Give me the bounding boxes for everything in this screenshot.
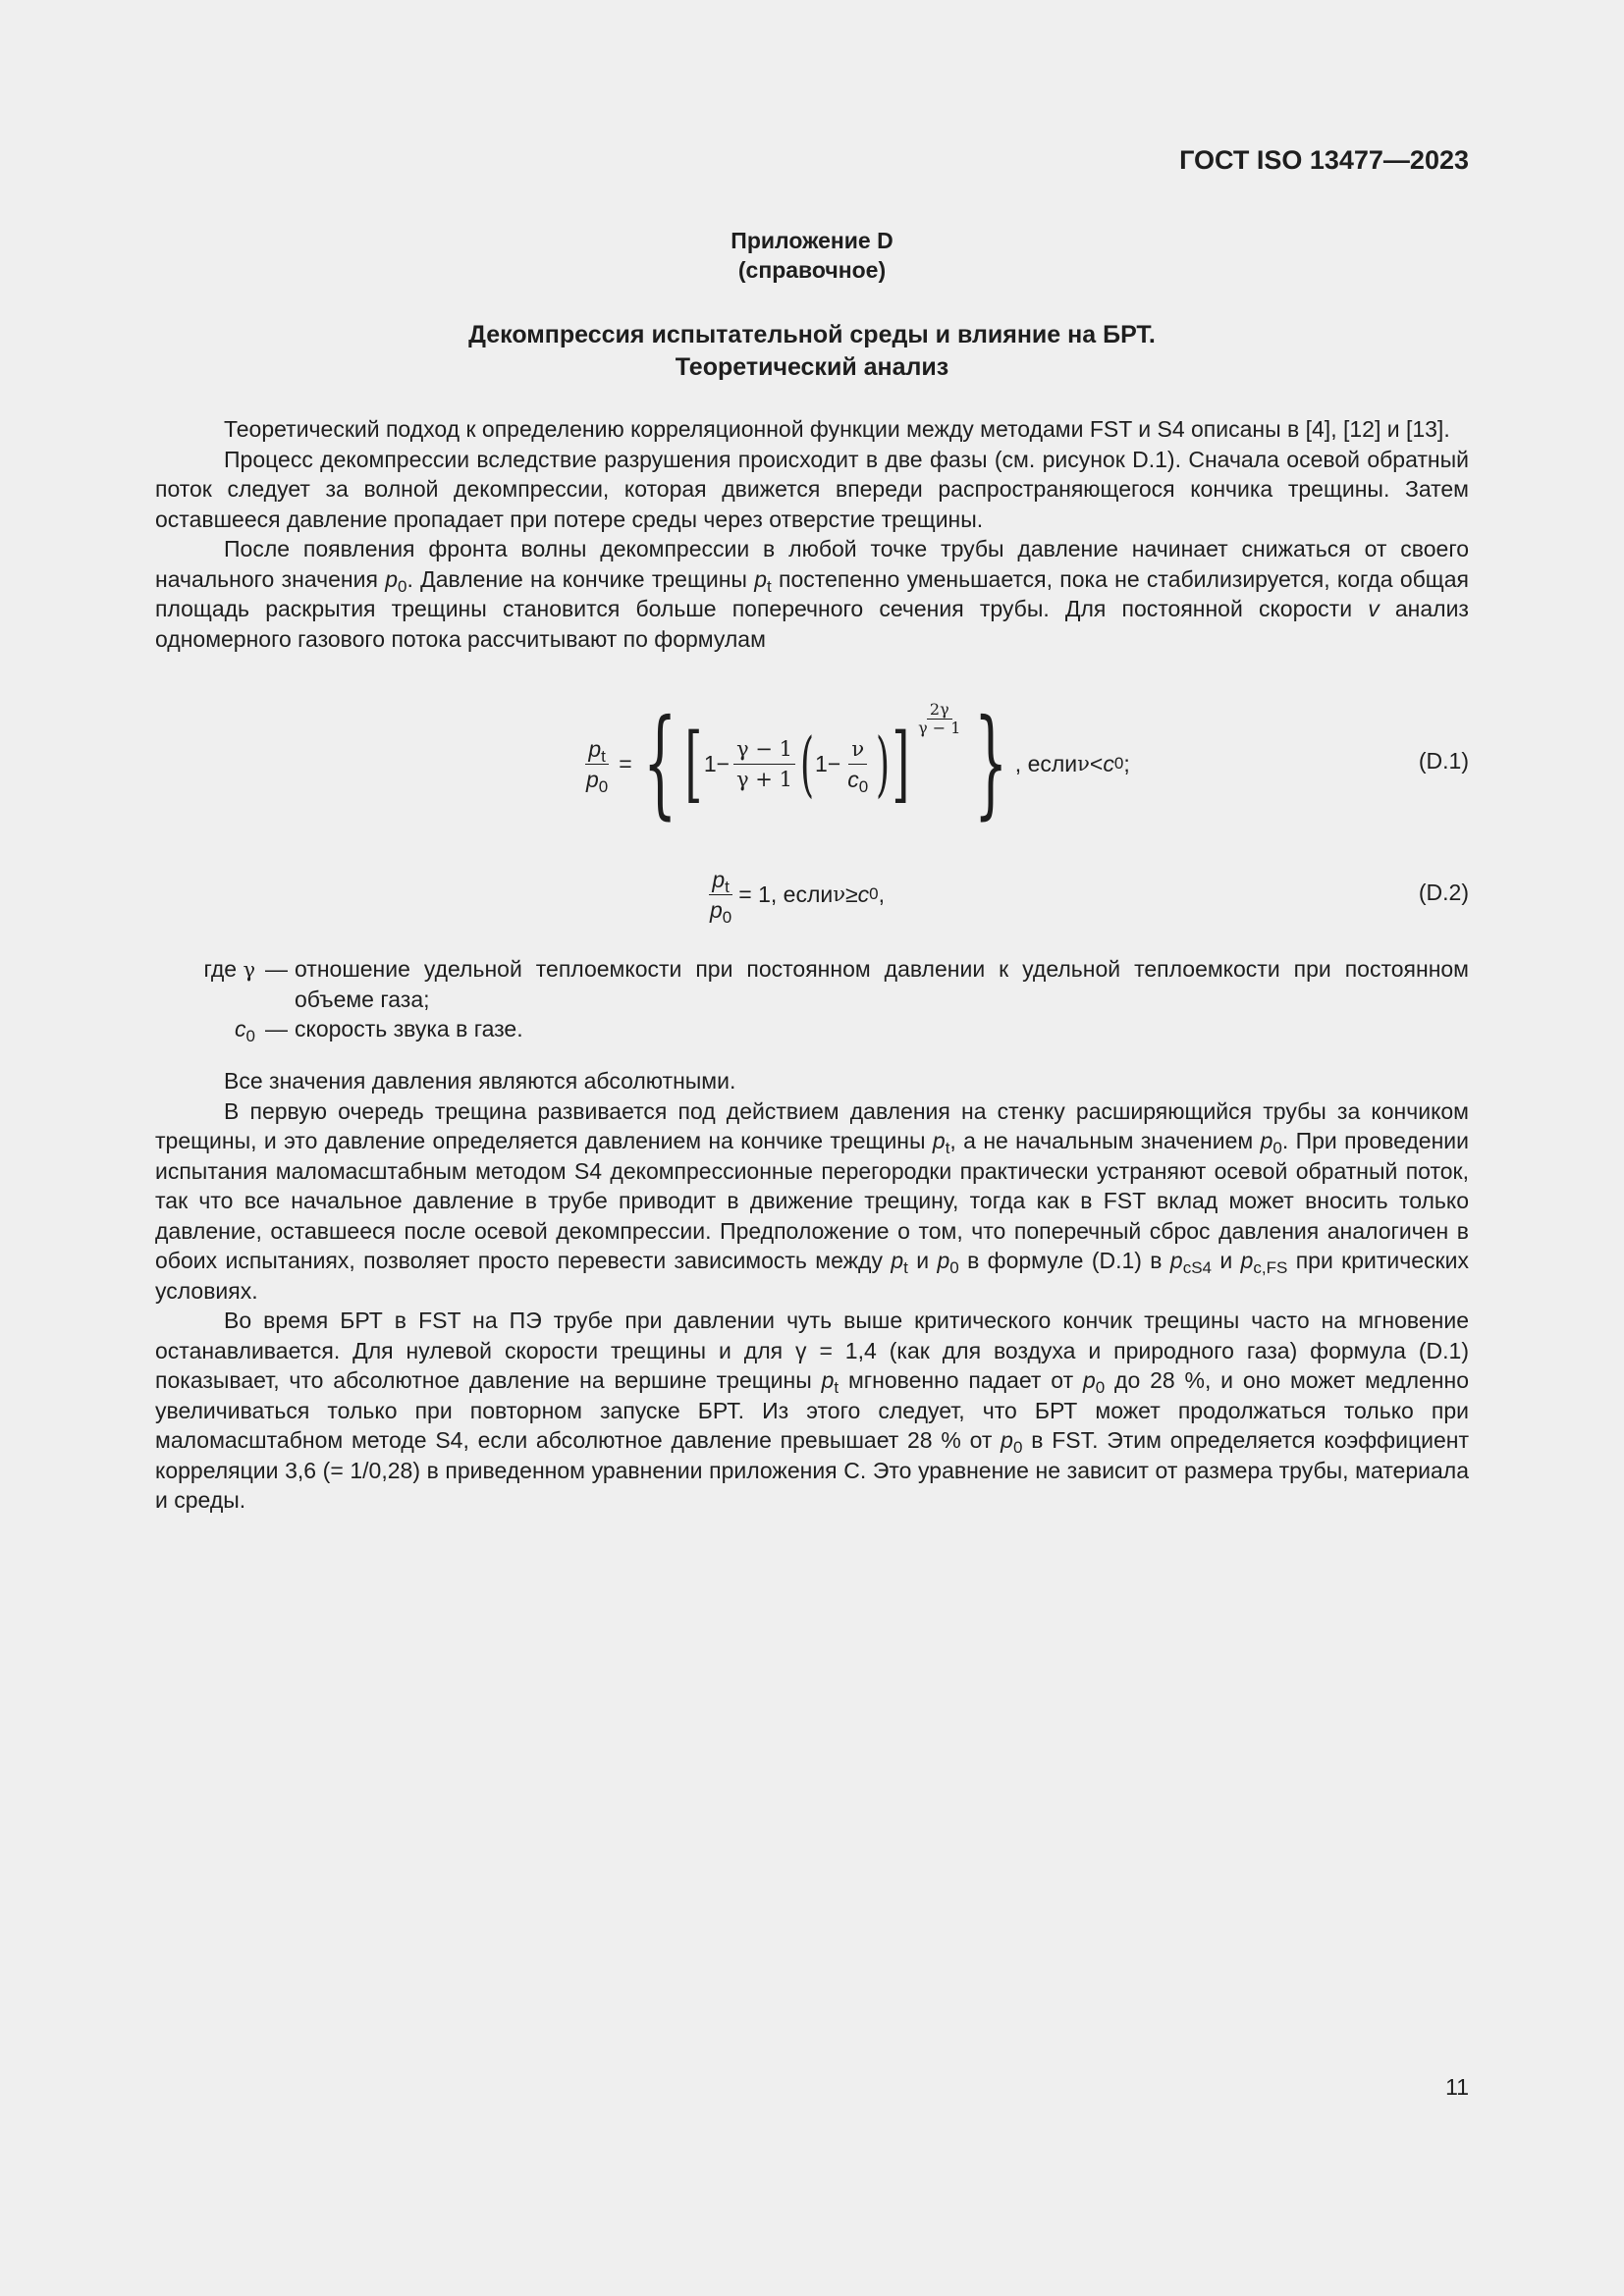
title-line-2: Теоретический анализ: [675, 353, 949, 381]
section-title: [0, 319, 1624, 384]
title-line-1: Декомпрессия испытательной среды и влияние на БРТ.: [468, 321, 1156, 348]
paragraph-4: Все значения давления являются абсолютными.: [224, 1068, 736, 1094]
symbol-definitions: [155, 954, 1469, 1044]
definition-c0: $c_0$ — скорость звука в газе.: [235, 1016, 523, 1045]
appendix-label: Приложение D: [731, 228, 893, 253]
appendix-kind: (справочное): [737, 257, 887, 283]
ratio-pt-p0-d2: $\frac{p_t}{p_0}$: [710, 866, 732, 927]
paragraph-2: Процесс декомпрессии вследствие разрушения происходит в две фазы (см. рисунок D.1). Сначала осевой обратный поток следует за волной декомпрессии, которая движется впереди распространяющегося кончика трещины. Затем оставшееся давление пропадает при потере среды через отверстие трещины.: [155, 446, 1469, 532]
ratio-pt-p0: $\frac{p_t}{p_0}$: [586, 735, 609, 796]
body-text-top: [155, 414, 1469, 654]
equation-number-d1: (D.1): [1418, 748, 1469, 774]
definition-gamma: где γ — отношение удельной теплоемкости при постоянном давлении к удельной теплоемкости при постоянном объеме газа;: [203, 956, 1469, 1012]
equation-number-d2: (D.2): [1418, 880, 1469, 905]
nu-c0-fraction: $\frac{\nu}{c_0}$: [844, 734, 871, 794]
appendix-heading: [0, 226, 1624, 285]
page-number: 11: [1445, 2074, 1469, 2100]
exponent: $\frac{2\gamma}{\gamma - 1}$: [918, 700, 961, 737]
paragraph-6: Во время БРТ в FST на ПЭ трубе при давлении чуть выше критического кончик трещины часто на мгновение останавливается. Для нулевой скорости трещины и для γ = 1,4 (как для воздуха и природного газа) формула (D.1) показывает, что абсолютное давление на вершине трещины $p_t$ мгновенно падает от $p_0$ до 28 %, и оно может медленно увеличиваться только при повторном запуске БРТ. Из этого следует, что БРТ может продолжаться только при маломасштабном методе S4, если абсолютное давление превышает 28 % от $p_0$ в FST. Этим определяется коэффициент корреляции 3,6 (= 1/0,28) в приведенном уравнении приложения C. Это уравнение не зависит от размера трубы, материала и среды.: [155, 1308, 1470, 1513]
paragraph-3: После появления фронта волны декомпрессии в любой точке трубы давление начинает снижаться от своего начального значения $p_0$. Давление на кончике трещины $p_t$ постепенно уменьшается, пока не стабилизируется, когда общая площадь раскрытия трещины становится больше поперечного сечения трубы. Для постоянной скорости v анализ одномерного газового потока рассчитывают по формулам: [155, 536, 1469, 652]
body-text-bottom: [155, 1066, 1469, 1516]
document-header: ГОСТ ISO 13477—2023: [1179, 145, 1469, 175]
equation-d1: $\frac{p_t}{p_0}$ = { [ 1 − $\frac{\gamma - 1}{\gamma + 1}$ ( 1 − $\frac{\nu}{c_0}$ ) ] $\frac{2\gamma}{\gamma - 1}$ } , если ν < c 0 ; (D.1): [0, 699, 1624, 828]
gamma-fraction: $\frac{\gamma - 1}{\gamma + 1}$: [733, 734, 795, 794]
paragraph-1: Теоретический подход к определению корреляционной функции между методами FST и S4 описаны в [4], [12] и [13].: [224, 416, 1450, 442]
paragraph-5: В первую очередь трещина развивается под действием давления на стенку расширяющийся трубы за кончиком трещины, и это давление определяется давлением на кончике трещины $p_t$, а не начальным значением $p_0$. При проведении испытания маломасштабным методом S4 декомпрессионные перегородки практически устраняют осевой обратный поток, так что все начальное давление в трубе приводит в движение трещину, тогда как в FST вклад может вносить только давление, оставшееся после осевой декомпрессии. Предположение о том, что поперечный сброс давления аналогичен в обоих испытаниях, позволяет просто перевести зависимость между $p_t$ и $p_0$ в формуле (D.1) в $p_{cS4}$ и $p_{c,FS}$ при критических условиях.: [155, 1097, 1469, 1304]
equation-d2: $\frac{p_t}{p_0}$ = 1, если ν ≥ c 0 , (D.2): [0, 860, 1624, 929]
